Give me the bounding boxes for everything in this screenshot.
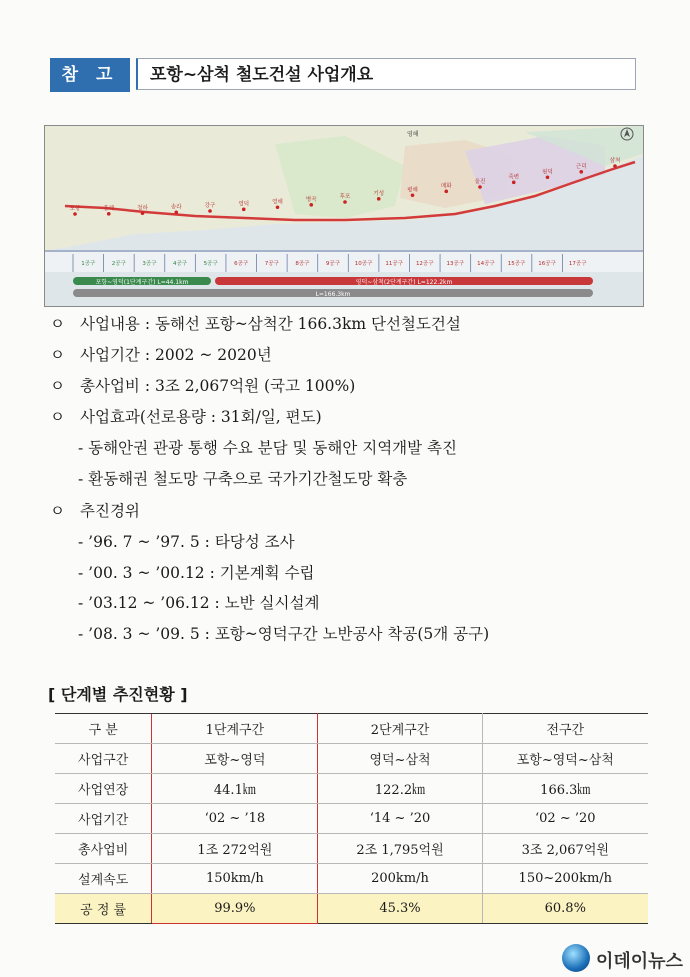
publisher-name: 이데이뉴스 bbox=[596, 951, 683, 972]
station-marker bbox=[276, 205, 280, 209]
section-title: [ 단계별 추진현황 ] bbox=[48, 685, 188, 704]
table-cell: 설계속도 bbox=[55, 864, 152, 894]
bullet-item bbox=[50, 343, 272, 365]
table-cell: 포항~영덕~삼척 bbox=[482, 744, 648, 774]
table-cell: 사업연장 bbox=[55, 774, 152, 804]
sub-bullet: - ’00. 3 ~ ’00.12 : 기본계획 수립 bbox=[78, 564, 315, 582]
globe-icon bbox=[562, 944, 590, 972]
sub-bullet: - 환동해권 철도망 구축으로 국가기간철도망 확충 bbox=[78, 470, 408, 488]
table-row bbox=[55, 864, 648, 894]
bullet-text: 사업효과(선로용량 : 31회/일, 편도) bbox=[80, 408, 322, 426]
stage2-bar-label: 영덕~삼척(2단계구간) L=122.2km bbox=[355, 279, 453, 286]
table-row bbox=[55, 834, 648, 864]
station-label: 병곡 bbox=[305, 196, 317, 203]
bullet-marker: ㅇ bbox=[50, 502, 65, 520]
table-row bbox=[55, 774, 648, 804]
table-cell: 총사업비 bbox=[55, 834, 152, 864]
table-header-row bbox=[55, 714, 648, 744]
station-marker bbox=[444, 190, 448, 194]
bullet-text: 총사업비 : 3조 2,067억원 (국고 100%) bbox=[80, 377, 356, 395]
table-row bbox=[55, 804, 648, 834]
bullet-item bbox=[50, 374, 355, 396]
segment-label: 12공구 bbox=[415, 261, 434, 267]
segment-label: 10공구 bbox=[354, 261, 373, 267]
table-cell: 45.3% bbox=[318, 894, 482, 924]
segment-label: 5공구 bbox=[203, 261, 218, 267]
table-cell: 영덕~삼척 bbox=[318, 744, 482, 774]
segment-label: 4공구 bbox=[172, 261, 188, 267]
station-label: 근덕 bbox=[575, 163, 587, 170]
station-label: 포항 bbox=[69, 206, 81, 212]
station-marker bbox=[377, 197, 381, 201]
station-marker bbox=[107, 212, 111, 216]
bullet-text: 사업내용 : 동해선 포항~삼척간 166.3km 단선철도건설 bbox=[80, 315, 461, 333]
bullet-text: 사업기간 : 2002 ~ 2020년 bbox=[80, 346, 272, 364]
bullet-item bbox=[50, 312, 461, 334]
segment-label: 14공구 bbox=[477, 261, 495, 267]
segment-label: 1공구 bbox=[81, 261, 96, 267]
bullet-marker: ㅇ bbox=[50, 377, 65, 395]
station-label: 울진 bbox=[474, 179, 486, 185]
table-cell: 사업구간 bbox=[55, 744, 152, 774]
segment-label: 15공구 bbox=[507, 261, 526, 267]
segment-label: 7공구 bbox=[264, 261, 279, 267]
table-cell: 44.1㎞ bbox=[152, 774, 318, 804]
station-marker bbox=[309, 203, 313, 207]
sub-bullet: - 동해안권 관광 통행 수요 분담 및 동해안 지역개발 촉진 bbox=[78, 439, 457, 457]
table-header-cell: 2단계구간 bbox=[318, 714, 482, 744]
segment-label: 2공구 bbox=[111, 261, 126, 267]
table-cell: 166.3㎞ bbox=[482, 774, 648, 804]
station-marker bbox=[242, 208, 246, 212]
route-map bbox=[44, 125, 644, 307]
table-cell: 3조 2,067억원 bbox=[482, 834, 648, 864]
total-bar-label: L=166.3km bbox=[315, 291, 351, 298]
table-cell: 포항~영덕 bbox=[152, 744, 318, 774]
station-marker bbox=[579, 170, 583, 174]
stage1-bar-label: 포항~영덕(1단계구간) L=44.1km bbox=[95, 279, 189, 286]
segment-label: 9공구 bbox=[325, 261, 341, 267]
station-marker bbox=[478, 185, 482, 189]
station-label: 죽변 bbox=[508, 174, 520, 181]
station-label: 원덕 bbox=[542, 169, 553, 176]
segment-label: 11공구 bbox=[385, 261, 403, 267]
station-marker bbox=[73, 212, 77, 216]
table-header-cell: 1단계구간 bbox=[152, 714, 318, 744]
table-cell: 99.9% bbox=[152, 894, 318, 924]
map-place-label: 영해 bbox=[407, 131, 419, 138]
table-cell: 150km/h bbox=[152, 864, 318, 894]
segment-label: 8공구 bbox=[295, 261, 310, 267]
table-cell: 공 정 률 bbox=[55, 894, 152, 924]
station-label: 기성 bbox=[373, 190, 385, 197]
page-header bbox=[50, 58, 638, 92]
station-label: 청하 bbox=[137, 205, 148, 212]
station-label: 송라 bbox=[170, 204, 182, 211]
station-label: 영해 bbox=[272, 199, 283, 206]
table-cell: 60.8% bbox=[482, 894, 648, 924]
station-marker bbox=[208, 209, 212, 213]
station-marker bbox=[141, 211, 145, 215]
segment-label: 3공구 bbox=[142, 261, 157, 267]
table-cell: ‘14 ~ ’20 bbox=[318, 804, 482, 834]
segment-label: 13공구 bbox=[446, 261, 465, 267]
route-map-svg bbox=[45, 126, 643, 306]
table-cell: 2조 1,795억원 bbox=[318, 834, 482, 864]
station-label: 삼척 bbox=[609, 158, 621, 164]
table-cell: ‘02 ~ ’18 bbox=[152, 804, 318, 834]
bullet-text: 추진경위 bbox=[80, 502, 140, 520]
table-cell: 122.2㎞ bbox=[318, 774, 482, 804]
station-label: 평해 bbox=[407, 187, 418, 194]
table-row bbox=[55, 744, 648, 774]
sub-bullet: - ’96. 7 ~ ’97. 5 : 타당성 조사 bbox=[78, 533, 295, 551]
segment-label: 16공구 bbox=[538, 261, 556, 267]
table-header-cell: 구 분 bbox=[55, 714, 152, 744]
table-cell: 200km/h bbox=[318, 864, 482, 894]
station-marker bbox=[174, 211, 178, 215]
stage-status-table bbox=[55, 713, 648, 924]
sub-bullet: - ’03.12 ~ ’06.12 : 노반 실시설계 bbox=[78, 594, 320, 612]
station-label: 영덕 bbox=[238, 201, 250, 208]
station-marker bbox=[613, 164, 617, 168]
sub-bullet: - ’08. 3 ~ ’09. 5 : 포항~영덕구간 노반공사 착공(5개 공구) bbox=[78, 625, 490, 643]
bullet-marker: ㅇ bbox=[50, 315, 65, 333]
bullet-marker: ㅇ bbox=[50, 408, 65, 426]
table-cell: 사업기간 bbox=[55, 804, 152, 834]
station-marker bbox=[343, 200, 347, 204]
station-label: 흥해 bbox=[103, 205, 115, 212]
station-marker bbox=[512, 181, 516, 185]
table-header-cell: 전구간 bbox=[482, 714, 648, 744]
station-label: 후포 bbox=[339, 194, 351, 200]
station-marker bbox=[411, 193, 415, 197]
table-cell: 150~200km/h bbox=[482, 864, 648, 894]
page-title: 포항~삼척 철도건설 사업개요 bbox=[136, 58, 636, 90]
segment-label: 17공구 bbox=[568, 261, 587, 267]
station-label: 강구 bbox=[204, 203, 216, 209]
bullet-item bbox=[50, 405, 322, 427]
table-cell: ‘02 ~ ’20 bbox=[482, 804, 648, 834]
station-label: 매화 bbox=[440, 183, 452, 190]
reference-tag: 참 고 bbox=[50, 58, 130, 92]
bullet-marker: ㅇ bbox=[50, 346, 65, 364]
bullet-item bbox=[50, 499, 140, 521]
station-marker bbox=[546, 175, 550, 179]
table-cell: 1조 272억원 bbox=[152, 834, 318, 864]
segment-label: 6공구 bbox=[234, 261, 249, 267]
table-row-progress bbox=[55, 894, 648, 924]
